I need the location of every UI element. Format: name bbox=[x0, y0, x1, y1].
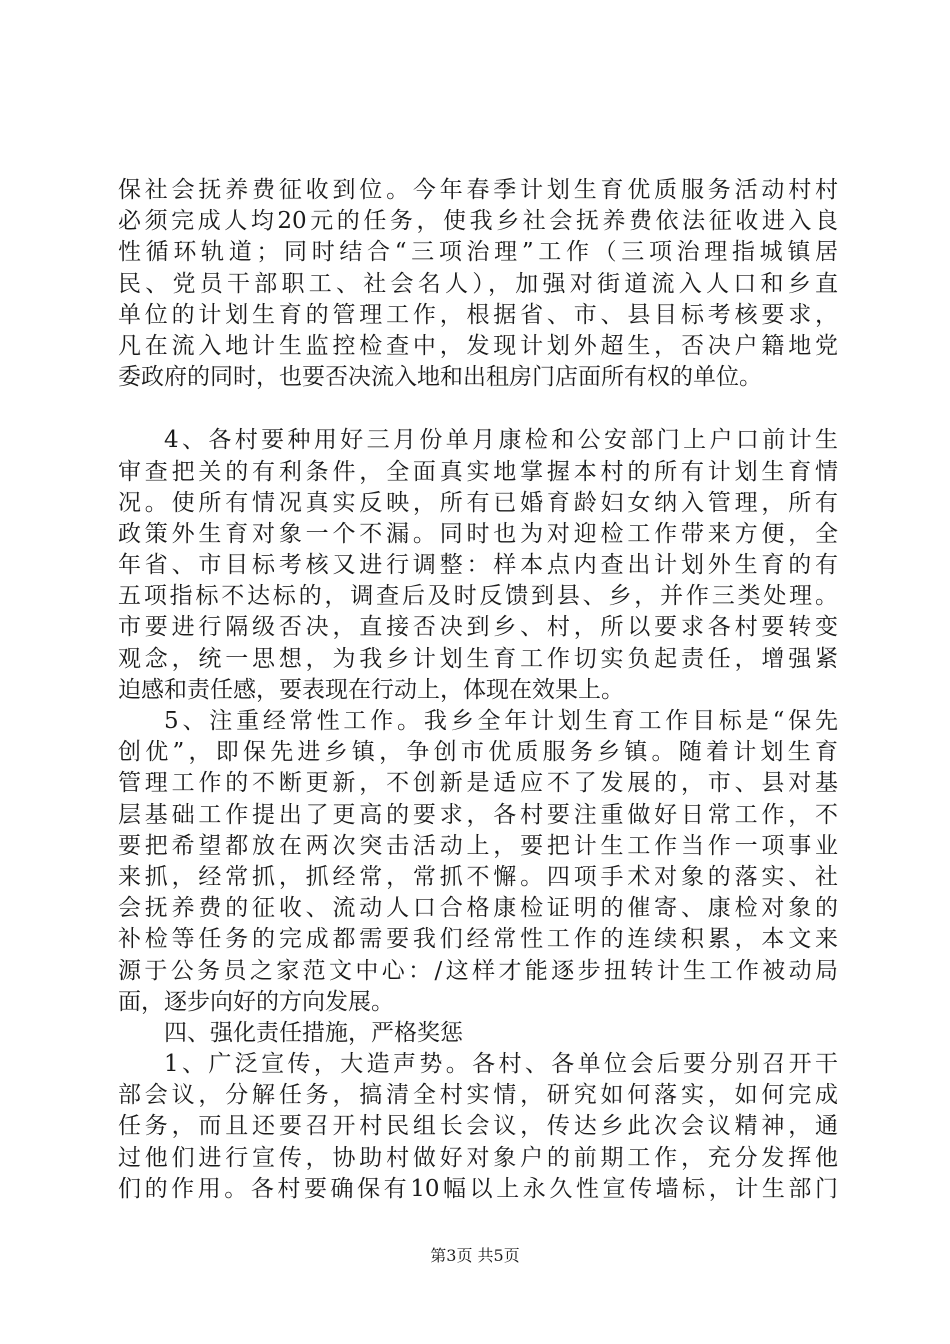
paragraph-item-1 bbox=[118, 1049, 838, 1205]
text-line: 凡在流入地计生监控检查中，发现计划外超生，否决户籍地党 bbox=[118, 332, 838, 359]
text-line: 迫感和责任感，要表现在行动上，体现在效果上。 bbox=[118, 676, 624, 703]
text-line: 5、注重经常性工作。我乡全年计划生育工作目标是“保先 bbox=[164, 708, 838, 734]
text-line: 面，逐步向好的方向发展。 bbox=[118, 988, 394, 1015]
text-line: 市要进行隔级否决，直接否决到乡、村，所以要求各村要转变 bbox=[118, 614, 838, 641]
text-line: 要把希望都放在两次突击活动上，要把计生工作当作一项事业 bbox=[118, 832, 838, 859]
text-line: 任务，而且还要召开村民组长会议，传达乡此次会议精神，通 bbox=[118, 1113, 838, 1140]
text-line: 单位的计划生育的管理工作，根据省、市、县目标考核要求， bbox=[118, 301, 838, 328]
text-line: 民、党员干部职工、社会名人），加强对街道流入人口和乡直 bbox=[118, 270, 838, 297]
text-line: 来抓，经常抓，抓经常，常抓不懈。四项手术对象的落实、社 bbox=[118, 863, 838, 890]
text-line: 况。使所有情况真实反映，所有已婚育龄妇女纳入管理，所有 bbox=[118, 489, 838, 516]
paragraph-item-5 bbox=[118, 706, 838, 1018]
text-line: 审查把关的有利条件，全面真实地掌握本村的所有计划生育情 bbox=[118, 458, 838, 485]
document-body bbox=[118, 175, 838, 1205]
text-line: 委政府的同时，也要否决流入地和出租房门店面所有权的单位。 bbox=[118, 364, 762, 391]
text-line: 层基础工作提出了更高的要求，各村要注重做好日常工作，不 bbox=[118, 801, 838, 828]
paragraph-continued bbox=[118, 175, 838, 393]
paragraph-gap bbox=[118, 393, 838, 425]
text-line: 五项指标不达标的，调查后及时反馈到县、乡，并作三类处理。 bbox=[118, 583, 838, 610]
text-line: 4、各村要种用好三月份单月康检和公安部门上户口前计生 bbox=[164, 427, 838, 454]
text-line: 政策外生育对象一个不漏。同时也为对迎检工作带来方便，全 bbox=[118, 520, 838, 547]
text-line: 源于公务员之家范文中心：/这样才能逐步扭转计生工作被动局 bbox=[118, 957, 838, 984]
text-line: 保社会抚养费征收到位。今年春季计划生育优质服务活动村村 bbox=[118, 177, 838, 203]
page-footer: 第3页 共5页 bbox=[430, 1246, 520, 1265]
text-line: 补检等任务的完成都需要我们经常性工作的连续积累，本文来 bbox=[118, 926, 838, 953]
text-line: 性循环轨道；同时结合“三项治理”工作（三项治理指城镇居 bbox=[118, 239, 838, 266]
paragraph-item-4 bbox=[118, 425, 838, 706]
text-line: 部会议，分解任务，搞清全村实情，研究如何落实，如何完成 bbox=[118, 1082, 838, 1109]
text-line: 会抚养费的征收、流动人口合格康检证明的催寄、康检对象的 bbox=[118, 895, 838, 922]
text-line: 观念，统一思想，为我乡计划生育工作切实负起责任，增强紧 bbox=[118, 645, 838, 672]
text-line: 年省、市目标考核又进行调整：样本点内查出计划外生育的有 bbox=[118, 552, 838, 579]
heading-line: 四、强化责任措施，严格奖惩 bbox=[164, 1019, 463, 1046]
text-line: 必须完成人均20元的任务，使我乡社会抚养费依法征收进入良 bbox=[118, 208, 838, 235]
text-line: 过他们进行宣传，协助村做好对象户的前期工作，充分发挥他 bbox=[118, 1144, 838, 1171]
text-line: 们的作用。各村要确保有10幅以上永久性宣传墙标，计生部门 bbox=[118, 1175, 838, 1202]
section-heading bbox=[118, 1018, 838, 1049]
text-line: 创优”，即保先进乡镇，争创市优质服务乡镇。随着计划生育 bbox=[118, 739, 838, 766]
text-line: 1、广泛宣传，大造声势。各村、各单位会后要分别召开干 bbox=[164, 1051, 838, 1078]
text-line: 管理工作的不断更新，不创新是适应不了发展的，市、县对基 bbox=[118, 770, 838, 797]
